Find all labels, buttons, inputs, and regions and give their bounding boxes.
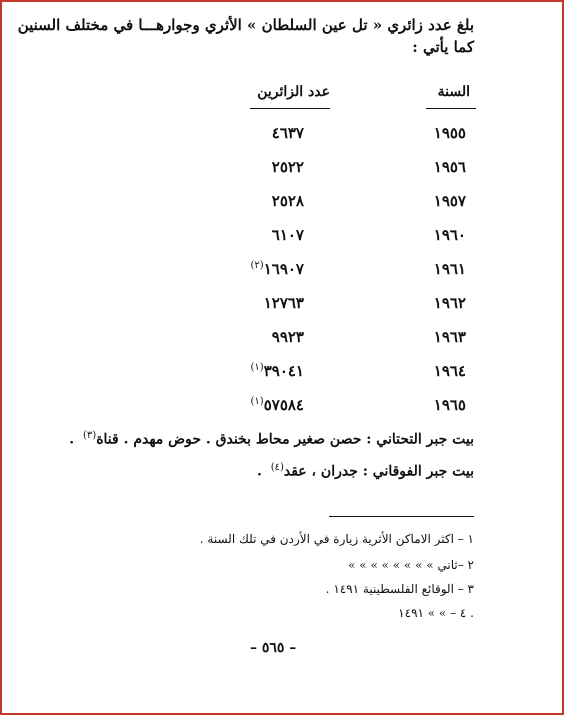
footnote-divider xyxy=(329,516,474,517)
site-entry-lower-beit-jabr: بيت جبر التحتاني : حصن صغير محاط بخندق . حوض مهدم . قناة$^{(٣)}$ . xyxy=(69,430,474,448)
footnote-1: ١ – اكثر الاماكن الأثرية زيارة في الأردن في تلك السنة . xyxy=(199,532,474,546)
table-row-count: ٩٩٢٣ xyxy=(271,328,304,346)
intro-line-2: كما يأتي : xyxy=(412,38,474,56)
table-row-year: ١٩٦٤ xyxy=(433,362,466,380)
table-row-count: ٢٥٢٢ xyxy=(271,158,304,176)
footnote-marker: (١) xyxy=(250,396,264,407)
table-row-year: ١٩٦٠ xyxy=(433,226,466,244)
count-column-header: عدد الزائرين xyxy=(257,84,330,100)
footnote-2: ٢ –ثاني » » » » » » » » xyxy=(348,558,474,572)
table-row-count: ٢٥٢٨ xyxy=(271,192,304,210)
intro-line-1: بلغ عدد زائري « تل عين السلطان » الأثري وجوارهـــا في مختلف السنين xyxy=(17,16,474,34)
footnote-marker: (٣) xyxy=(83,430,97,441)
footnote-marker: (٢) xyxy=(250,260,264,271)
footnote-3: ٣ – الوقائع الفلسطينية ١٤٩١ . xyxy=(325,582,474,596)
table-row-year: ١٩٥٧ xyxy=(433,192,466,210)
count-header-rule xyxy=(250,108,330,109)
year-header-rule xyxy=(426,108,476,109)
footnote-marker: (٤) xyxy=(270,462,284,473)
footnote-marker: (١) xyxy=(250,362,264,373)
table-row-count: ٥٧٥٨٤$^{(١)}$ xyxy=(250,396,304,414)
table-row-count: ١٢٧٦٣ xyxy=(263,294,304,312)
table-row-year: ١٩٥٥ xyxy=(433,124,466,142)
footnote-4: ٤ – » » ١٤٩١ . xyxy=(398,606,474,620)
intro-paragraph xyxy=(18,14,474,58)
table-row-year: ١٩٥٦ xyxy=(433,158,466,176)
table-row-count: ١٦٩٠٧$^{(٢)}$ xyxy=(250,260,304,278)
table-row-year: ١٩٦٣ xyxy=(433,328,466,346)
site-entry-upper-beit-jabr: بيت جبر الفوقاني : جدران ، عقد$^{(٤)}$ . xyxy=(256,462,474,480)
page-number: – ٥٦٥ – xyxy=(250,640,297,656)
year-column-header: السنة xyxy=(437,84,470,100)
table-row-count: ٦١٠٧ xyxy=(271,226,304,244)
table-row-year: ١٩٦٥ xyxy=(433,396,466,414)
table-row-year: ١٩٦٢ xyxy=(433,294,466,312)
table-row-count: ٣٩٠٤١$^{(١)}$ xyxy=(250,362,304,380)
table-row-year: ١٩٦١ xyxy=(433,260,466,278)
table-row-count: ٤٦٣٧ xyxy=(271,124,304,142)
